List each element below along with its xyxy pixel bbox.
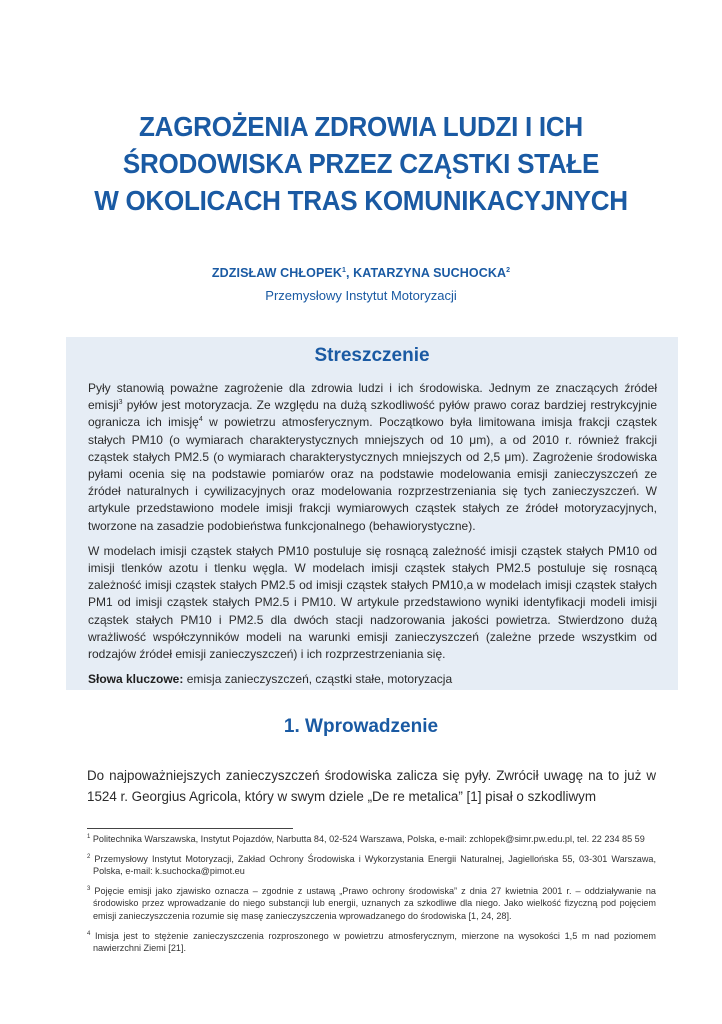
footnote-4-mark: 4 bbox=[87, 930, 91, 937]
abstract-body bbox=[88, 380, 657, 696]
abstract-p1-part-c: w powietrzu atmosferycznym. Początkowo była limitowana imisja frakcji cząstek stałych PM10 (o wymiarach charakterystycznych mniejszych od 10 μm), a od 2010 r. również frakcji cząstek stałych PM2.5 (o wymiarach charakterystycznych mniejszych od 2,5 μm). Zagrożenie środowiska pyłami ocenia się na podstawie pomiarów oraz na podstawie modelowania emisji zanieczyszczeń ze źródeł naturalnych i cywilizacyjnych oraz modelowania rozprzestrzeniania się tych zanieczyszczeń. W artykule przedstawiono modele imisji frakcji wymiarowych cząstek stałych ze źródeł motoryzacyjnych, tworzone na zasadzie podobieństwa funkcjonalnego (behawiorystyczne). bbox=[88, 415, 657, 533]
footnote-4-text: Imisja jest to stężenie zanieczyszczenia rozproszonego w powietrzu atmosferycznym, mierzone na wysokości 1,5 m nad poziomem nawierzchni Ziemi [21]. bbox=[90, 930, 656, 954]
footnote-ref-4: 4 bbox=[198, 416, 203, 424]
footnote-divider bbox=[87, 828, 293, 829]
footnote-ref-3: 3 bbox=[118, 399, 123, 407]
keywords-label: Słowa kluczowe: bbox=[88, 672, 184, 687]
title-line-3: W OKOLICACH TRAS KOMUNIKACYJNYCH bbox=[94, 185, 628, 216]
footnote-1 bbox=[87, 833, 656, 846]
section-heading-introduction: 1. Wprowadzenie bbox=[283, 716, 439, 737]
keywords-list: emisja zanieczyszczeń, cząstki stałe, motoryzacja bbox=[183, 672, 453, 687]
footnote-1-text: Politechnika Warszawska, Instytut Pojazdów, Narbutta 84, 02-524 Warszawa, Polska, e-mail: zchlopek@simr.pw.edu.pl, tel. 22 234 85 59 bbox=[90, 834, 645, 844]
footnote-3 bbox=[87, 885, 656, 923]
authors bbox=[0, 266, 722, 280]
footnote-4 bbox=[87, 930, 656, 955]
author-1: ZDZISŁAW CHŁOPEK bbox=[211, 266, 342, 280]
footnote-3-mark: 3 bbox=[87, 885, 91, 892]
footnote-2-text: Przemysłowy Instytut Motoryzacji, Zakład Ochrony Środowiska i Wykorzystania Energii Naturalnej, Jagiellońska 55, 03-301 Warszawa, Polska, e-mail: k.suchocka@pimot.eu bbox=[90, 853, 656, 877]
title-line-1: ZAGROŻENIA ZDROWIA LUDZI I ICH bbox=[139, 111, 583, 142]
introduction-text: Do najpoważniejszych zanieczyszczeń środowiska zalicza się pyły. Zwrócił uwagę na to już w 1524 r. Georgius Agricola, który w swym dziele „De re metalica” [1] pisał o szkodliwym bbox=[87, 768, 656, 804]
abstract-paragraph-1 bbox=[88, 380, 657, 535]
keywords bbox=[88, 671, 657, 688]
article-title bbox=[81, 108, 641, 219]
institute: Przemysłowy Instytut Motoryzacji bbox=[265, 288, 457, 303]
abstract-p1-part-b: pyłów jest motoryzacja. Ze względu na dużą szkodliwość pyłów prawo coraz bardziej restrykcyjnie ogranicza ich imisję bbox=[88, 398, 657, 430]
abstract-paragraph-2: W modelach imisji cząstek stałych PM10 postuluje się rosnącą zależność imisji cząstek stałych PM10 od imisji tlenków azotu i tlenku węgla. W modelach imisji cząstek stałych PM2.5 postuluje się rosnącą zależność imisji cząstek stałych PM2.5 od imisji cząstek stałych PM10,a w modelach imisji cząstek stałych PM1 od imisji cząstek stałych PM2.5 i PM10. W artykule przedstawiono wyniki identyfikacji modeli imisji cząstek stałych PM10 i PM2.5 dla dwóch stacji nadzorowania jakości powietrza. Stwierdzono dużą wrażliwość współczynników modeli na warunki emisji zanieczyszczeń (zależne przede wszystkim od rodzajów źródeł emisji zanieczyszczeń) i ich rozprzestrzeniania się. bbox=[88, 543, 657, 662]
footnotes bbox=[87, 833, 656, 962]
author-separator: , bbox=[345, 266, 354, 280]
author-1-footnote-mark: 1 bbox=[341, 266, 346, 274]
abstract-heading: Streszczenie bbox=[314, 345, 430, 366]
author-2: KATARZYNA SUCHOCKA bbox=[353, 266, 507, 280]
footnote-3-text: Pojęcie emisji jako zjawisko oznacza – zgodnie z ustawą „Prawo ochrony środowiska” z dnia 27 kwietnia 2001 r. – oddziaływanie na środowisko przez wprowadzanie do niego substancji lub energii, uznanych za szkodliwe dla niego. Jako wielkość fizyczną pod pojęciem emisji zanieczyszczenia rozumie się masę zanieczyszczenia wprowadzanego do środowiska [1, 24, 28]. bbox=[90, 885, 656, 921]
author-2-footnote-mark: 2 bbox=[506, 266, 511, 274]
abstract-p1-part-a: Pyły stanowią poważne zagrożenie dla zdrowia ludzi i ich środowiska. Jednym ze znaczących źródeł emisji bbox=[88, 381, 657, 413]
footnote-2-mark: 2 bbox=[87, 853, 91, 860]
footnote-2 bbox=[87, 853, 656, 878]
title-line-2: ŚRODOWISKA PRZEZ CZĄSTKI STAŁE bbox=[122, 148, 600, 179]
footnote-1-mark: 1 bbox=[87, 833, 91, 840]
abstract-box bbox=[66, 337, 678, 690]
